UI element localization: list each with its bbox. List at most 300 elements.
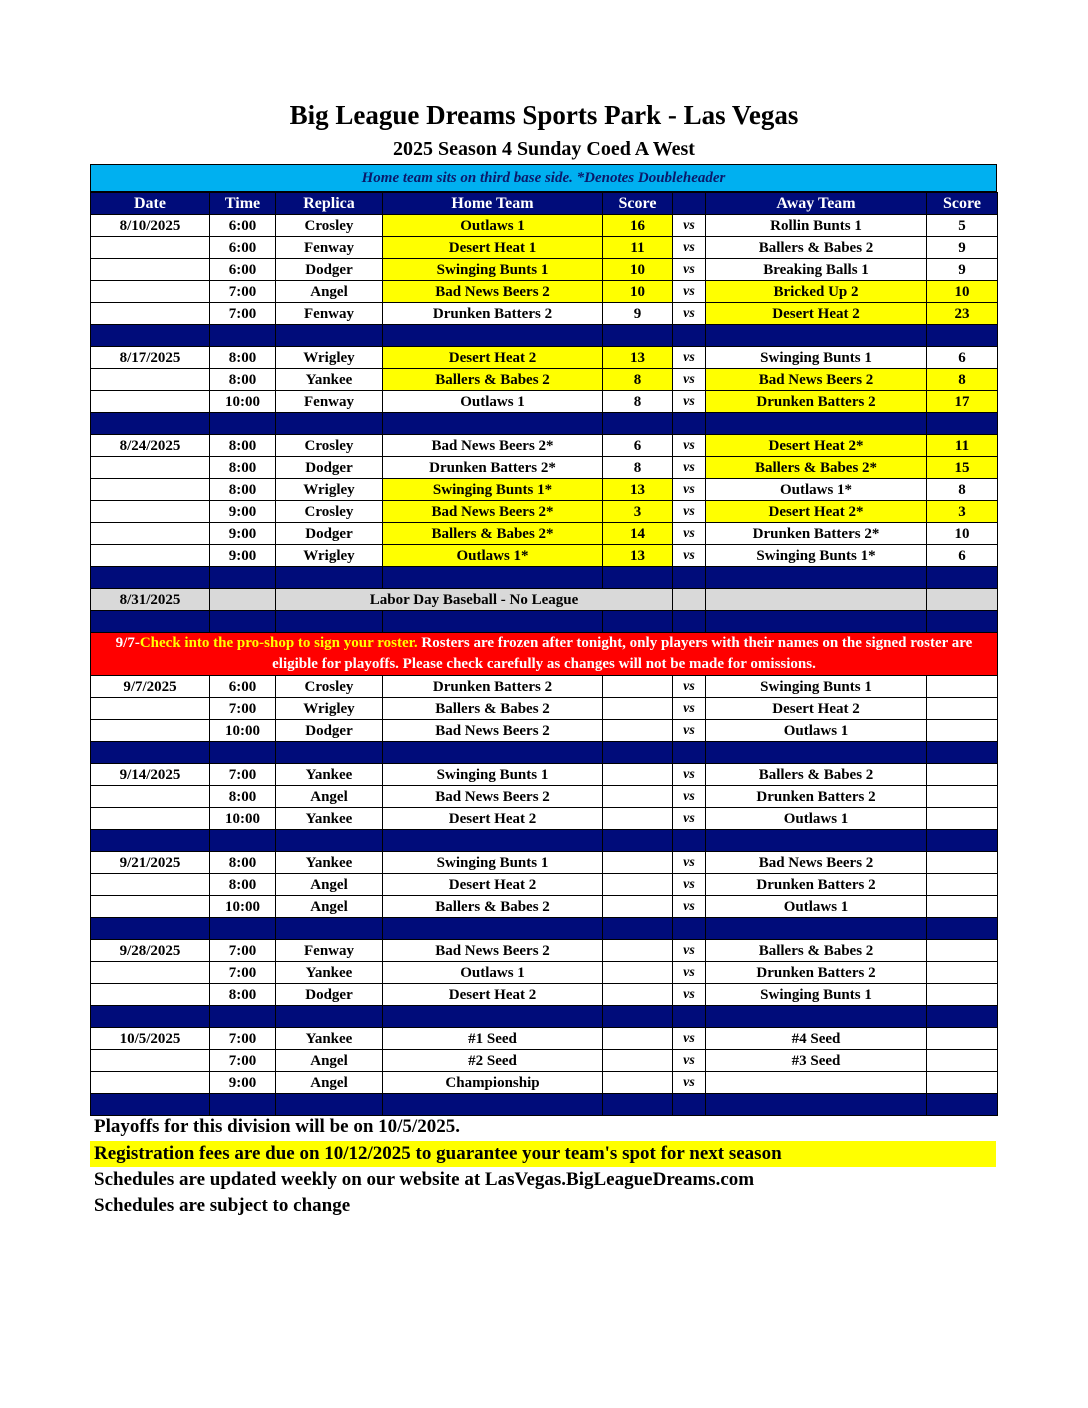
away-score-cell: 6: [927, 545, 998, 567]
away-score-cell: [927, 589, 998, 611]
away-team-cell: Ballers & Babes 2*: [706, 457, 927, 479]
home-score-cell: 16: [603, 215, 673, 237]
separator-cell: [673, 918, 706, 940]
vs-cell: vs: [673, 347, 706, 369]
separator-cell: [383, 1006, 603, 1028]
separator-cell: [927, 413, 998, 435]
away-team-cell: Drunken Batters 2: [706, 962, 927, 984]
replica-cell: Crosley: [276, 215, 383, 237]
date-cell: [91, 896, 210, 918]
home-team-cell: Championship: [383, 1072, 603, 1094]
replica-cell: Fenway: [276, 391, 383, 413]
home-team-cell: Desert Heat 2: [383, 984, 603, 1006]
away-score-cell: [927, 676, 998, 698]
game-row: [91, 676, 998, 698]
header-away-team: Away Team: [706, 193, 927, 215]
away-score-cell: [927, 896, 998, 918]
time-cell: 10:00: [210, 720, 276, 742]
home-team-cell: #1 Seed: [383, 1028, 603, 1050]
vs-cell: vs: [673, 281, 706, 303]
home-team-cell: Outlaws 1: [383, 962, 603, 984]
home-team-cell: Outlaws 1: [383, 215, 603, 237]
separator-cell: [383, 413, 603, 435]
replica-cell: Crosley: [276, 676, 383, 698]
separator-cell: [276, 830, 383, 852]
vs-cell: vs: [673, 874, 706, 896]
vs-cell: vs: [673, 786, 706, 808]
home-team-cell: #2 Seed: [383, 1050, 603, 1072]
game-row: [91, 215, 998, 237]
away-score-cell: 10: [927, 281, 998, 303]
holiday-row: [91, 589, 998, 611]
away-score-cell: 9: [927, 259, 998, 281]
away-score-cell: 8: [927, 479, 998, 501]
home-team-cell: Drunken Batters 2: [383, 303, 603, 325]
alert-date: 9/7-: [115, 635, 140, 651]
game-row: [91, 698, 998, 720]
time-cell: 8:00: [210, 479, 276, 501]
separator-cell: [673, 1006, 706, 1028]
vs-cell: vs: [673, 984, 706, 1006]
home-team-cell: Swinging Bunts 1: [383, 259, 603, 281]
date-cell: [91, 391, 210, 413]
replica-cell: Wrigley: [276, 479, 383, 501]
vs-cell: vs: [673, 962, 706, 984]
replica-cell: Dodger: [276, 259, 383, 281]
header-vs: [673, 193, 706, 215]
home-team-cell: Swinging Bunts 1: [383, 764, 603, 786]
separator-cell: [383, 742, 603, 764]
replica-cell: Yankee: [276, 808, 383, 830]
date-cell: [91, 303, 210, 325]
away-team-cell: Swinging Bunts 1: [706, 676, 927, 698]
website-notice: Schedules are updated weekly on our website at LasVegas.BigLeagueDreams.com: [94, 1169, 755, 1190]
away-team-cell: [706, 589, 927, 611]
away-team-cell: Desert Heat 2: [706, 303, 927, 325]
replica-cell: Fenway: [276, 303, 383, 325]
game-row: [91, 281, 998, 303]
vs-cell: vs: [673, 1028, 706, 1050]
home-score-cell: [603, 896, 673, 918]
separator-cell: [673, 1094, 706, 1116]
schedule-note: Home team sits on third base side. *Denotes Doubleheader: [90, 164, 997, 192]
home-score-cell: 8: [603, 369, 673, 391]
separator-row: [91, 742, 998, 764]
separator-cell: [210, 567, 276, 589]
game-row: [91, 786, 998, 808]
time-cell: 8:00: [210, 457, 276, 479]
game-row: [91, 303, 998, 325]
separator-cell: [210, 325, 276, 347]
separator-cell: [603, 611, 673, 633]
game-row: [91, 940, 998, 962]
separator-cell: [673, 413, 706, 435]
time-cell: 10:00: [210, 391, 276, 413]
separator-row: [91, 1006, 998, 1028]
home-team-cell: Bad News Beers 2: [383, 786, 603, 808]
home-score-cell: 10: [603, 281, 673, 303]
separator-cell: [91, 611, 210, 633]
separator-cell: [91, 325, 210, 347]
table-header-row: [91, 193, 998, 215]
holiday-text: Labor Day Baseball - No League: [276, 589, 673, 611]
game-row: [91, 874, 998, 896]
home-team-cell: Drunken Batters 2: [383, 676, 603, 698]
home-team-cell: Ballers & Babes 2: [383, 698, 603, 720]
separator-cell: [706, 830, 927, 852]
separator-cell: [210, 1006, 276, 1028]
replica-cell: Yankee: [276, 1028, 383, 1050]
away-team-cell: Rollin Bunts 1: [706, 215, 927, 237]
separator-cell: [927, 1006, 998, 1028]
away-score-cell: [927, 874, 998, 896]
replica-cell: Yankee: [276, 369, 383, 391]
vs-cell: vs: [673, 808, 706, 830]
home-score-cell: [603, 852, 673, 874]
away-team-cell: Desert Heat 2*: [706, 501, 927, 523]
vs-cell: vs: [673, 457, 706, 479]
date-cell: 9/28/2025: [91, 940, 210, 962]
roster-alert-row: [91, 633, 998, 676]
separator-row: [91, 830, 998, 852]
vs-cell: vs: [673, 369, 706, 391]
separator-cell: [276, 611, 383, 633]
time-cell: 6:00: [210, 215, 276, 237]
home-score-cell: [603, 764, 673, 786]
home-score-cell: 8: [603, 391, 673, 413]
date-cell: [91, 501, 210, 523]
away-team-cell: Drunken Batters 2: [706, 874, 927, 896]
away-score-cell: [927, 1072, 998, 1094]
page-subtitle: 2025 Season 4 Sunday Coed A West: [393, 138, 695, 160]
away-score-cell: [927, 1050, 998, 1072]
away-score-cell: [927, 720, 998, 742]
away-score-cell: 8: [927, 369, 998, 391]
time-cell: 7:00: [210, 1050, 276, 1072]
separator-cell: [927, 611, 998, 633]
home-score-cell: 10: [603, 259, 673, 281]
replica-cell: Wrigley: [276, 347, 383, 369]
time-cell: 9:00: [210, 501, 276, 523]
home-team-cell: Desert Heat 2: [383, 808, 603, 830]
vs-cell: vs: [673, 545, 706, 567]
away-score-cell: 15: [927, 457, 998, 479]
vs-cell: vs: [673, 940, 706, 962]
vs-cell: vs: [673, 391, 706, 413]
replica-cell: Yankee: [276, 852, 383, 874]
away-score-cell: [927, 852, 998, 874]
replica-cell: Wrigley: [276, 698, 383, 720]
home-team-cell: Outlaws 1: [383, 391, 603, 413]
home-team-cell: Desert Heat 2: [383, 347, 603, 369]
away-team-cell: Ballers & Babes 2: [706, 764, 927, 786]
vs-cell: vs: [673, 501, 706, 523]
home-score-cell: 13: [603, 479, 673, 501]
date-cell: [91, 720, 210, 742]
time-cell: 10:00: [210, 896, 276, 918]
replica-cell: Angel: [276, 874, 383, 896]
separator-cell: [603, 742, 673, 764]
date-cell: 8/10/2025: [91, 215, 210, 237]
separator-cell: [603, 567, 673, 589]
separator-cell: [383, 567, 603, 589]
replica-cell: Dodger: [276, 457, 383, 479]
header-home-team: Home Team: [383, 193, 603, 215]
separator-cell: [706, 918, 927, 940]
vs-cell: vs: [673, 764, 706, 786]
game-row: [91, 1050, 998, 1072]
replica-cell: Dodger: [276, 720, 383, 742]
away-score-cell: [927, 786, 998, 808]
time-cell: 7:00: [210, 303, 276, 325]
replica-cell: Fenway: [276, 237, 383, 259]
vs-cell: vs: [673, 698, 706, 720]
home-score-cell: [603, 984, 673, 1006]
time-cell: 6:00: [210, 676, 276, 698]
separator-cell: [927, 918, 998, 940]
date-cell: 9/7/2025: [91, 676, 210, 698]
home-score-cell: 6: [603, 435, 673, 457]
separator-row: [91, 611, 998, 633]
home-team-cell: Ballers & Babes 2*: [383, 523, 603, 545]
away-team-cell: Outlaws 1: [706, 896, 927, 918]
separator-cell: [383, 325, 603, 347]
separator-cell: [91, 1094, 210, 1116]
game-row: [91, 1072, 998, 1094]
home-score-cell: [603, 808, 673, 830]
date-cell: [91, 259, 210, 281]
separator-cell: [276, 325, 383, 347]
home-score-cell: [603, 940, 673, 962]
separator-cell: [603, 830, 673, 852]
vs-cell: vs: [673, 1050, 706, 1072]
separator-cell: [210, 611, 276, 633]
header-home-score: Score: [603, 193, 673, 215]
home-team-cell: Swinging Bunts 1: [383, 852, 603, 874]
replica-cell: Crosley: [276, 501, 383, 523]
header-replica: Replica: [276, 193, 383, 215]
away-score-cell: 5: [927, 215, 998, 237]
away-team-cell: Swinging Bunts 1: [706, 347, 927, 369]
registration-notice: Registration fees are due on 10/12/2025 to guarantee your team's spot for next season: [90, 1141, 996, 1167]
separator-cell: [927, 742, 998, 764]
separator-cell: [706, 567, 927, 589]
vs-cell: vs: [673, 237, 706, 259]
separator-cell: [603, 325, 673, 347]
time-cell: 6:00: [210, 237, 276, 259]
time-cell: 7:00: [210, 698, 276, 720]
home-team-cell: Bad News Beers 2: [383, 940, 603, 962]
date-cell: [91, 962, 210, 984]
away-team-cell: Drunken Batters 2: [706, 786, 927, 808]
separator-cell: [673, 325, 706, 347]
home-team-cell: Ballers & Babes 2: [383, 369, 603, 391]
vs-cell: vs: [673, 215, 706, 237]
home-score-cell: [603, 676, 673, 698]
separator-cell: [927, 325, 998, 347]
separator-cell: [91, 830, 210, 852]
away-team-cell: Bad News Beers 2: [706, 369, 927, 391]
replica-cell: Yankee: [276, 764, 383, 786]
time-cell: 8:00: [210, 347, 276, 369]
time-cell: 8:00: [210, 874, 276, 896]
game-row: [91, 984, 998, 1006]
away-score-cell: 3: [927, 501, 998, 523]
home-score-cell: [603, 1028, 673, 1050]
separator-cell: [210, 413, 276, 435]
separator-cell: [91, 567, 210, 589]
separator-cell: [603, 1094, 673, 1116]
vs-cell: vs: [673, 676, 706, 698]
separator-cell: [706, 742, 927, 764]
separator-cell: [706, 1006, 927, 1028]
separator-cell: [210, 830, 276, 852]
game-row: [91, 501, 998, 523]
separator-cell: [91, 742, 210, 764]
away-score-cell: 11: [927, 435, 998, 457]
page-title: Big League Dreams Sports Park - Las Vegas: [289, 100, 799, 130]
separator-cell: [210, 742, 276, 764]
time-cell: 9:00: [210, 545, 276, 567]
date-cell: [91, 786, 210, 808]
game-row: [91, 369, 998, 391]
separator-cell: [603, 413, 673, 435]
separator-cell: [673, 742, 706, 764]
header-date: Date: [91, 193, 210, 215]
home-team-cell: Bad News Beers 2: [383, 281, 603, 303]
game-row: [91, 1028, 998, 1050]
game-row: [91, 852, 998, 874]
date-cell: [91, 479, 210, 501]
home-team-cell: Ballers & Babes 2: [383, 896, 603, 918]
separator-cell: [276, 413, 383, 435]
away-score-cell: [927, 940, 998, 962]
away-team-cell: Drunken Batters 2: [706, 391, 927, 413]
separator-row: [91, 567, 998, 589]
date-cell: [91, 808, 210, 830]
replica-cell: Yankee: [276, 962, 383, 984]
separator-row: [91, 1094, 998, 1116]
schedule-table: [90, 192, 998, 1116]
replica-cell: Crosley: [276, 435, 383, 457]
separator-cell: [383, 830, 603, 852]
home-team-cell: Swinging Bunts 1*: [383, 479, 603, 501]
game-row: [91, 720, 998, 742]
vs-cell: vs: [673, 523, 706, 545]
home-team-cell: Outlaws 1*: [383, 545, 603, 567]
separator-cell: [383, 1094, 603, 1116]
time-cell: 8:00: [210, 852, 276, 874]
vs-cell: vs: [673, 896, 706, 918]
alert-highlight: Check into the pro-shop to sign your roster.: [139, 635, 418, 651]
date-cell: 8/17/2025: [91, 347, 210, 369]
separator-cell: [706, 1094, 927, 1116]
away-team-cell: [706, 1072, 927, 1094]
date-cell: 8/24/2025: [91, 435, 210, 457]
time-cell: 8:00: [210, 369, 276, 391]
separator-row: [91, 918, 998, 940]
date-cell: 9/21/2025: [91, 852, 210, 874]
separator-cell: [91, 1006, 210, 1028]
date-cell: 10/5/2025: [91, 1028, 210, 1050]
game-row: [91, 259, 998, 281]
separator-cell: [276, 1006, 383, 1028]
replica-cell: Dodger: [276, 984, 383, 1006]
time-cell: 7:00: [210, 764, 276, 786]
home-team-cell: Desert Heat 2: [383, 874, 603, 896]
replica-cell: Wrigley: [276, 545, 383, 567]
time-cell: 7:00: [210, 1028, 276, 1050]
separator-cell: [276, 1094, 383, 1116]
date-cell: [91, 874, 210, 896]
away-score-cell: [927, 962, 998, 984]
replica-cell: Fenway: [276, 940, 383, 962]
time-cell: 9:00: [210, 523, 276, 545]
away-team-cell: Swinging Bunts 1: [706, 984, 927, 1006]
away-score-cell: 17: [927, 391, 998, 413]
time-cell: 8:00: [210, 435, 276, 457]
away-team-cell: Bad News Beers 2: [706, 852, 927, 874]
away-team-cell: Desert Heat 2*: [706, 435, 927, 457]
away-score-cell: 9: [927, 237, 998, 259]
time-cell: 10:00: [210, 808, 276, 830]
vs-cell: vs: [673, 852, 706, 874]
time-cell: 6:00: [210, 259, 276, 281]
away-team-cell: Breaking Balls 1: [706, 259, 927, 281]
time-cell: [210, 589, 276, 611]
away-team-cell: Outlaws 1: [706, 808, 927, 830]
game-row: [91, 435, 998, 457]
away-team-cell: Drunken Batters 2*: [706, 523, 927, 545]
home-score-cell: [603, 698, 673, 720]
vs-cell: vs: [673, 1072, 706, 1094]
away-score-cell: [927, 808, 998, 830]
separator-cell: [210, 918, 276, 940]
home-score-cell: 13: [603, 545, 673, 567]
away-score-cell: [927, 1028, 998, 1050]
date-cell: [91, 1050, 210, 1072]
separator-cell: [673, 567, 706, 589]
date-cell: [91, 237, 210, 259]
date-cell: [91, 545, 210, 567]
home-score-cell: [603, 786, 673, 808]
home-team-cell: Desert Heat 1: [383, 237, 603, 259]
home-score-cell: 3: [603, 501, 673, 523]
game-row: [91, 479, 998, 501]
time-cell: 9:00: [210, 1072, 276, 1094]
roster-alert: [91, 633, 998, 676]
game-row: [91, 457, 998, 479]
separator-cell: [383, 611, 603, 633]
away-team-cell: Outlaws 1*: [706, 479, 927, 501]
date-cell: [91, 523, 210, 545]
home-team-cell: Bad News Beers 2*: [383, 435, 603, 457]
away-score-cell: [927, 698, 998, 720]
separator-row: [91, 325, 998, 347]
away-team-cell: #4 Seed: [706, 1028, 927, 1050]
replica-cell: Angel: [276, 281, 383, 303]
date-cell: [91, 369, 210, 391]
header-time: Time: [210, 193, 276, 215]
time-cell: 7:00: [210, 281, 276, 303]
away-score-cell: [927, 984, 998, 1006]
playoffs-notice: Playoffs for this division will be on 10/5/2025.: [94, 1116, 460, 1137]
game-row: [91, 545, 998, 567]
away-team-cell: #3 Seed: [706, 1050, 927, 1072]
game-row: [91, 764, 998, 786]
away-team-cell: Outlaws 1: [706, 720, 927, 742]
date-cell: 8/31/2025: [91, 589, 210, 611]
